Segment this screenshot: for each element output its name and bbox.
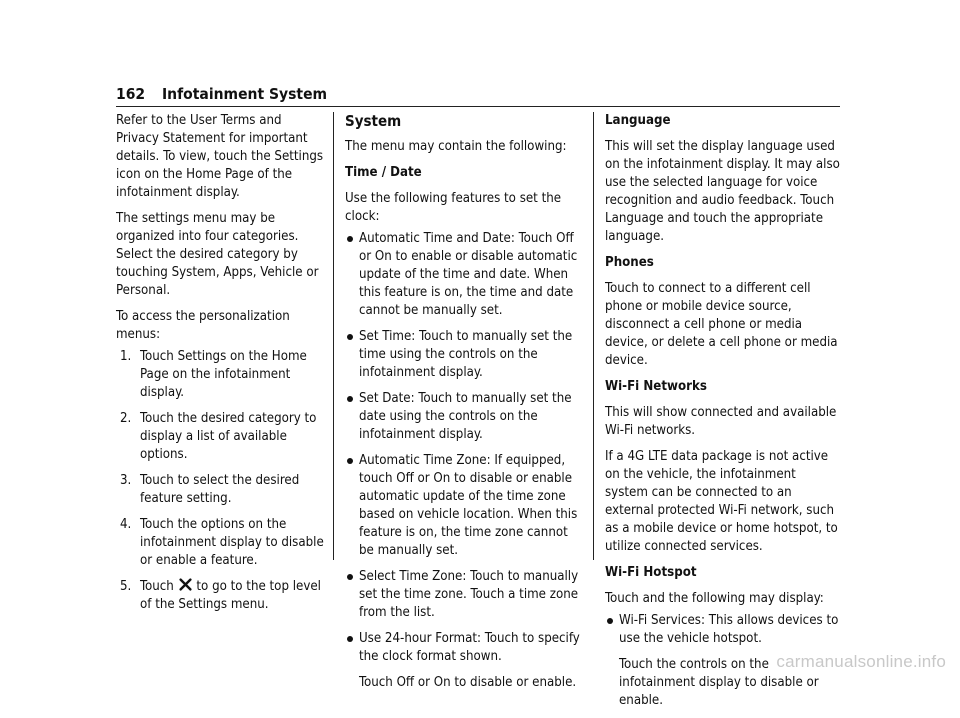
list-item — [116, 348, 328, 402]
wifi-networks-paragraph: This will show connected and available Wi-Fi networks. — [605, 405, 837, 438]
column-divider — [593, 112, 594, 560]
format-note: Touch Off or On to disable or enable. — [359, 675, 577, 690]
wifi-networks-subhead: Wi-Fi Networks — [605, 379, 707, 394]
column-right — [605, 112, 841, 718]
bullet-text: Select Time Zone: Touch to manually set the time zone. Touch a time zone from the list. — [359, 569, 579, 620]
phones-paragraph: Touch to connect to a different cell phone or mobile device source, disconnect a cell phone or media device, or delete a cell phone or media device. — [605, 281, 838, 368]
column-left — [116, 112, 328, 622]
list-item — [345, 568, 581, 622]
section-title: Infotainment System — [162, 85, 328, 103]
list-item — [345, 390, 581, 444]
bullet-text: Set Date: Touch to manually set the date using the controls on the infotainment display. — [359, 391, 572, 442]
wifi-hotspot-intro: Touch and the following may display: — [605, 591, 824, 606]
list-item — [345, 452, 581, 560]
list-item — [116, 472, 328, 508]
list-item — [116, 516, 328, 570]
wifi-hotspot-subhead: Wi-Fi Hotspot — [605, 565, 697, 580]
list-item — [116, 578, 328, 614]
bullet-text: Use 24-hour Format: Touch to specify the clock format shown. — [359, 631, 580, 664]
clock-features-list — [345, 230, 581, 666]
access-paragraph: To access the personalization menus: — [116, 309, 290, 342]
step-text: Touch the desired category to display a list of available options. — [140, 411, 317, 462]
bullet-icon — [347, 574, 353, 580]
bullet-text: Wi-Fi Services: This allows devices to use the vehicle hotspot. — [619, 613, 839, 646]
list-item — [345, 630, 581, 666]
categories-paragraph: The settings menu may be organized into four categories. Select the desired category by touching System, Apps, Vehicle or Personal. — [116, 211, 319, 298]
steps-list — [116, 348, 328, 614]
step-text-before: Touch — [140, 579, 174, 594]
bullet-icon — [347, 458, 353, 464]
bullet-icon — [347, 636, 353, 642]
language-paragraph: This will set the display language used on the infotainment display. It may also use the selected language for voice recognition and audio feedback. Touch Language and touch the appropriate language. — [605, 139, 840, 244]
step-number: 5. — [120, 579, 132, 594]
watermark: carmanualsonline.info — [776, 652, 946, 671]
bullet-text: Set Time: Touch to manually set the time using the controls on the infotainment display. — [359, 329, 573, 380]
intro-paragraph: Refer to the User Terms and Privacy Statement for important details. To view, touch the Settings icon on the Home Page of the infotainment display. — [116, 113, 324, 200]
bullet-icon — [347, 334, 353, 340]
bullet-text: Automatic Time Zone: If equipped, touch Off or On to disable or enable automatic update of the time zone based on vehicle location. When this feature is on, the time zone cannot be manually set. — [359, 453, 578, 558]
bullet-icon — [347, 236, 353, 242]
list-item — [345, 230, 581, 320]
step-text: Touch to select the desired feature setting. — [140, 473, 300, 506]
page-number: 162 — [116, 85, 146, 103]
bullet-icon — [347, 396, 353, 402]
list-item — [116, 410, 328, 464]
bullet-text: Automatic Time and Date: Touch Off or On to enable or disable automatic update of the time and date. When this feature is on, the time and date cannot be manually set. — [359, 231, 578, 318]
lte-paragraph: If a 4G LTE data package is not active on the vehicle, the infotainment system can be connected to an external protected Wi-Fi network, such as a mobile device or home hotspot, to utilize connected services. — [605, 449, 838, 554]
page-header — [116, 84, 840, 107]
wifi-services-note: Touch the controls on the infotainment display to disable or enable. — [619, 657, 819, 708]
step-number: 1. — [120, 349, 132, 364]
menu-intro: The menu may contain the following: — [345, 139, 567, 154]
list-item — [345, 328, 581, 382]
phones-subhead: Phones — [605, 255, 654, 270]
language-subhead: Language — [605, 113, 671, 128]
column-middle — [345, 112, 581, 700]
close-icon — [179, 578, 192, 591]
list-item — [605, 612, 841, 648]
step-number: 3. — [120, 473, 132, 488]
step-number: 4. — [120, 517, 132, 532]
step-text-after: to go to the top level of the Settings menu. — [140, 579, 321, 612]
step-text: Touch Settings on the Home Page on the infotainment display. — [140, 349, 307, 400]
step-number: 2. — [120, 411, 132, 426]
system-heading: System — [345, 112, 402, 130]
time-date-intro: Use the following features to set the clock: — [345, 191, 562, 224]
column-divider — [333, 112, 334, 560]
step-text: Touch the options on the infotainment display to disable or enable a feature. — [140, 517, 324, 568]
hotspot-list — [605, 612, 841, 648]
bullet-icon — [607, 618, 613, 624]
time-date-subhead: Time / Date — [345, 165, 422, 180]
